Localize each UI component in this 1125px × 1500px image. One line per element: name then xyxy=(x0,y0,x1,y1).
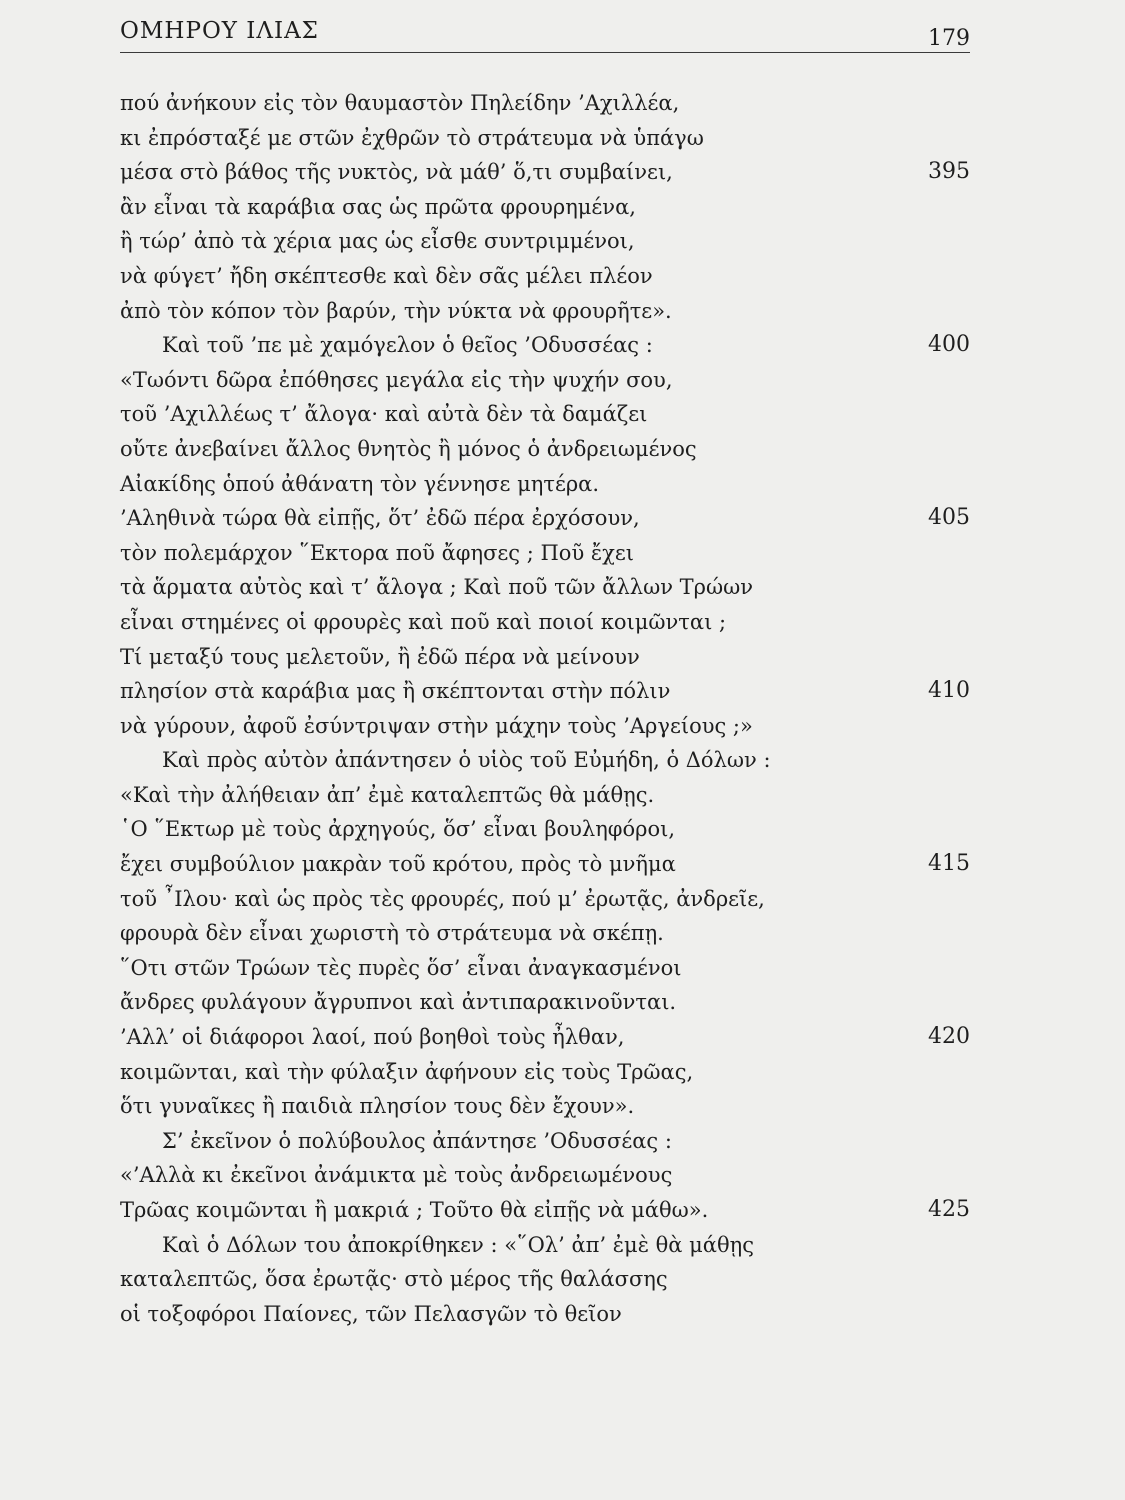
verse-line xyxy=(120,743,970,778)
verse-line xyxy=(120,1124,970,1159)
verse-line xyxy=(120,121,970,156)
verse-text: ἀπὸ τὸν κόπον τὸν βαρύν, τὴν νύκτα νὰ φρουρῆτε». xyxy=(120,298,672,323)
verse-line xyxy=(120,1262,970,1297)
verse-text: νὰ φύγετ’ ἤδη σκέπτεσθε καὶ δὲν σᾶς μέλει πλέον xyxy=(120,263,653,288)
verse-text: «Καὶ τὴν ἀλήθειαν ἀπ’ ἐμὲ καταλεπτῶς θὰ μάθῃς. xyxy=(120,782,655,807)
verse-text: τοῦ ’Αχιλλέως τ’ ἄλογα· καὶ αὐτὰ δὲν τὰ δαμάζει xyxy=(120,402,648,427)
verse-line xyxy=(120,1297,970,1332)
verse-text: πού ἀνήκουν εἰς τὸν θαυμαστὸν Πηλείδην ’Αχιλλέα, xyxy=(120,91,680,115)
verse-line xyxy=(120,847,970,882)
line-number: 400 xyxy=(928,332,970,358)
verse-line xyxy=(120,916,970,951)
verse-line xyxy=(120,1089,970,1124)
verse-text: μέσα στὸ βάθος τῆς νυκτὸς, νὰ μάθ’ ὅ,τι συμβαίνει, xyxy=(120,160,673,185)
verse-text: ἔχει συμβούλιον μακρὰν τοῦ κρότου, πρὸς τὸ μνῆμα xyxy=(120,852,676,877)
verse-line xyxy=(120,328,970,363)
verse-line xyxy=(120,536,970,571)
verse-text: «’Αλλὰ κι ἐκεῖνοι ἀνάμικτα μὲ τοὺς ἀνδρειωμένους xyxy=(120,1163,673,1188)
verse-line xyxy=(120,812,970,847)
running-header xyxy=(120,14,970,53)
verse-line xyxy=(120,1228,970,1263)
line-number: 420 xyxy=(928,1024,970,1050)
verse-line xyxy=(120,224,970,259)
verse-text: τὰ ἅρματα αὐτὸς καὶ τ’ ἄλογα ; Καὶ ποῦ τῶν ἄλλων Τρώων xyxy=(120,575,754,600)
verse-text: Καὶ τοῦ ’πε μὲ χαμόγελον ὁ θεῖος ’Οδυσσέας : xyxy=(162,333,653,358)
verse-text: ῞Οτι στῶν Τρώων τὲς πυρὲς ὅσ’ εἶναι ἀναγκασμένοι xyxy=(120,955,682,980)
verse-line xyxy=(120,1193,970,1228)
verse-line xyxy=(120,882,970,917)
verse-text: τὸν πολεμάρχον ῞Εκτορα ποῦ ἄφησες ; Ποῦ ἔχει xyxy=(120,540,634,565)
verse-line xyxy=(120,674,970,709)
verse-line xyxy=(120,432,970,467)
verse-line xyxy=(120,397,970,432)
verse-line xyxy=(120,190,970,225)
verse-line xyxy=(120,640,970,675)
verse-text: Καὶ πρὸς αὐτὸν ἀπάντησεν ὁ υἱὸς τοῦ Εὐμήδη, ὁ Δόλων : xyxy=(162,748,771,773)
verse-text: οἱ τοξοφόροι Παίονες, τῶν Πελασγῶν τὸ θεῖον xyxy=(120,1301,622,1326)
verse-text: ὅτι γυναῖκες ἢ παιδιὰ πλησίον τους δὲν ἔχουν». xyxy=(120,1094,635,1119)
verse-text: ’Αληθινὰ τώρα θὰ εἰπῇς, ὅτ’ ἐδῶ πέρα ἐρχόσουν, xyxy=(120,506,640,531)
verse-line xyxy=(120,570,970,605)
verse-text: Τρῶας κοιμῶνται ἢ μακριά ; Τοῦτο θὰ εἰπῇς νὰ μάθω». xyxy=(120,1198,709,1222)
verse-line xyxy=(120,86,970,121)
verse-text: πλησίον στὰ καράβια μας ἢ σκέπτονται στὴν πόλιν xyxy=(120,679,671,704)
verse-text: ἄνδρες φυλάγουν ἄγρυπνοι καὶ ἀντιπαρακινοῦνται. xyxy=(120,990,677,1015)
line-number: 410 xyxy=(928,678,970,704)
verse-line xyxy=(120,985,970,1020)
verse-line xyxy=(120,467,970,502)
verse-line xyxy=(120,1055,970,1090)
line-number: 405 xyxy=(928,505,970,531)
verse-text: ’Αλλ’ οἱ διάφοροι λαοί, πού βοηθοὶ τοὺς ἦλθαν, xyxy=(120,1025,625,1050)
verse-text: ἢ τώρ’ ἀπὸ τὰ χέρια μας ὡς εἶσθε συντριμμένοι, xyxy=(120,229,635,254)
verse-text: οὔτε ἀνεβαίνει ἄλλος θνητὸς ἢ μόνος ὁ ἀνδρειωμένος xyxy=(120,436,697,461)
verse-line xyxy=(120,605,970,640)
verse-line xyxy=(120,1158,970,1193)
line-number: 395 xyxy=(928,159,970,185)
verse-text: Καὶ ὁ Δόλων του ἀποκρίθηκεν : «῞Ολ’ ἀπ’ ἐμὲ θὰ μάθῃς xyxy=(162,1232,754,1257)
verse-text: Σ’ ἐκεῖνον ὁ πολύβουλος ἀπάντησε ’Οδυσσέας : xyxy=(162,1128,672,1153)
verse-text: ἂν εἶναι τὰ καράβια σας ὡς πρῶτα φρουρημένα, xyxy=(120,194,636,219)
verse-text: τοῦ ῏Ιλου· καὶ ὡς πρὸς τὲς φρουρές, πού μ’ ἐρωτᾷς, ἀνδρεῖε, xyxy=(120,886,765,911)
verse-line xyxy=(120,1020,970,1055)
verse-text: καταλεπτῶς, ὅσα ἐρωτᾷς· στὸ μέρος τῆς θαλάσσης xyxy=(120,1267,668,1292)
verse-line xyxy=(120,294,970,329)
verse-text: κοιμῶνται, καὶ τὴν φύλαξιν ἀφήνουν εἰς τοὺς Τρῶας, xyxy=(120,1059,694,1084)
verse-text: κι ἐπρόσταξέ με στῶν ἐχθρῶν τὸ στράτευμα νὰ ὑπάγω xyxy=(120,125,704,150)
verse-text: Τί μεταξύ τους μελετοῦν, ἢ ἐδῶ πέρα νὰ μείνουν xyxy=(120,644,640,669)
running-title: ΟΜΗΡΟΥ ΙΛΙΑΣ xyxy=(120,18,319,44)
verse-text: εἶναι στημένες οἱ φρουρὲς καὶ ποῦ καὶ ποιοί κοιμῶνται ; xyxy=(120,609,727,634)
verse-line xyxy=(120,778,970,813)
verse-text: νὰ γύρουν, ἀφοῦ ἐσύντριψαν στὴν μάχην τοὺς ’Αργείους ;» xyxy=(120,713,753,738)
line-number: 415 xyxy=(928,851,970,877)
line-number: 425 xyxy=(928,1197,970,1222)
page-number: 179 xyxy=(928,26,970,51)
verse-text: «Τωόντι δῶρα ἐπόθησες μεγάλα εἰς τὴν ψυχήν σου, xyxy=(120,367,673,392)
verse-line xyxy=(120,155,970,190)
verse-line xyxy=(120,709,970,744)
verse-line xyxy=(120,363,970,398)
verse-line xyxy=(120,259,970,294)
verse-line xyxy=(120,501,970,536)
verse-text: ῾Ο ῞Εκτωρ μὲ τοὺς ἀρχηγούς, ὅσ’ εἶναι βουληφόροι, xyxy=(120,817,676,842)
poem-text xyxy=(120,86,970,1331)
verse-text: φρουρὰ δὲν εἶναι χωριστὴ τὸ στράτευμα νὰ σκέπῃ. xyxy=(120,921,664,946)
verse-text: Αἰακίδης ὁπού ἀθάνατη τὸν γέννησε μητέρα. xyxy=(120,471,600,496)
verse-line xyxy=(120,951,970,986)
